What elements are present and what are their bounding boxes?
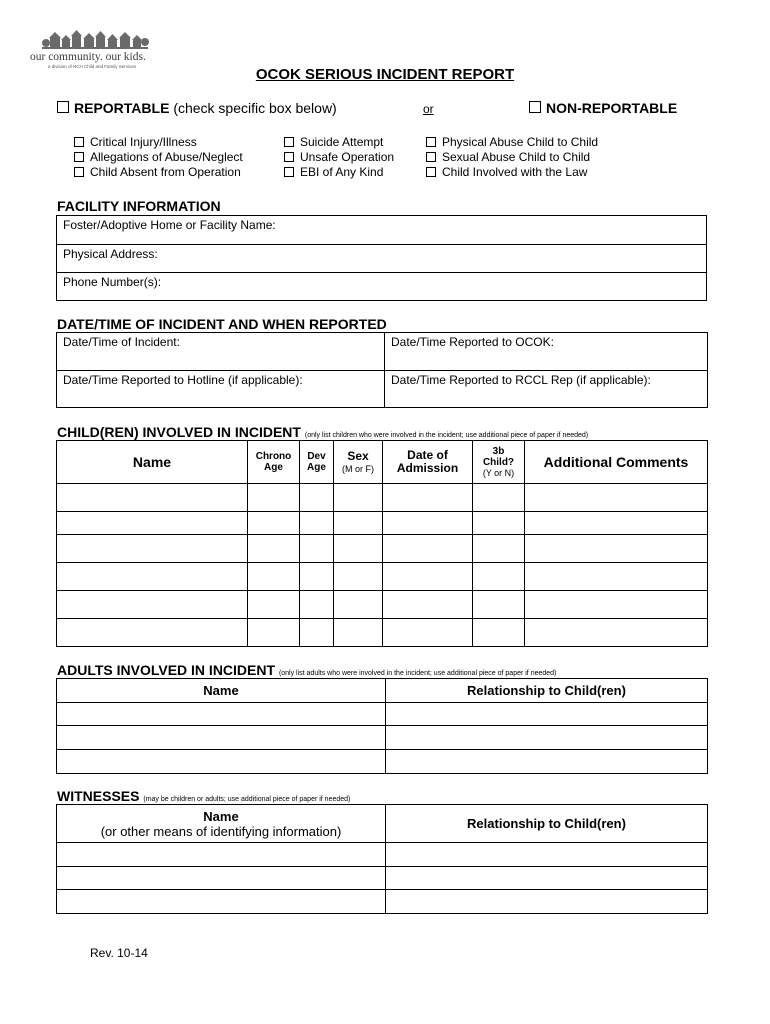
witnesses-heading-text: WITNESSES <box>57 788 140 804</box>
allegations-checkbox[interactable] <box>74 152 84 162</box>
checklist-item <box>74 135 243 150</box>
witnesses-col-name: Name (or other means of identifying information) <box>57 805 386 843</box>
col-chrono-age: Chrono Age <box>248 441 300 484</box>
facility-table <box>56 215 707 301</box>
table-row <box>57 563 708 591</box>
witnesses-heading <box>57 788 350 804</box>
children-note: (only list children who were involved in the incident; use additional piece of paper if needed) <box>304 432 589 439</box>
checklist-col3 <box>426 135 598 180</box>
checklist-label: Critical Injury/Illness <box>90 135 197 149</box>
reported-ocok-field[interactable]: Date/Time Reported to OCOK: <box>385 333 708 371</box>
checklist-item <box>426 165 598 180</box>
adults-col-name: Name <box>57 679 386 703</box>
reportable-option <box>57 100 337 116</box>
checklist-item <box>284 165 394 180</box>
checklist-label: Child Involved with the Law <box>442 165 588 179</box>
non-reportable-checkbox[interactable] <box>529 101 541 113</box>
adults-note: (only list adults who were involved in the incident; use additional piece of paper if needed) <box>278 670 557 677</box>
critical-injury-checkbox[interactable] <box>74 137 84 147</box>
reportable-label: REPORTABLE <box>74 100 170 116</box>
reported-hotline-field[interactable]: Date/Time Reported to Hotline (if applicable): <box>57 371 385 408</box>
logo-text: our community. our kids. <box>30 51 146 63</box>
or-label: or <box>423 102 434 116</box>
col-date-admission: Date of Admission <box>383 441 473 484</box>
col-name: Name <box>57 441 248 484</box>
children-heading-text: CHILD(REN) INVOLVED IN INCIDENT <box>57 424 301 440</box>
checklist-item <box>426 150 598 165</box>
adults-col-relationship: Relationship to Child(ren) <box>386 679 708 703</box>
checklist-item <box>74 150 243 165</box>
checklist-item <box>426 135 598 150</box>
physical-abuse-checkbox[interactable] <box>426 137 436 147</box>
table-row <box>57 890 708 914</box>
col-comments: Additional Comments <box>525 441 708 484</box>
checklist-label: EBI of Any Kind <box>300 165 384 179</box>
table-row <box>57 703 708 726</box>
physical-address-field[interactable]: Physical Address: <box>57 245 707 273</box>
logo-subtext: a division of NCH Child and Family Services <box>48 64 137 69</box>
checklist-label: Sexual Abuse Child to Child <box>442 150 591 164</box>
table-row <box>57 512 708 535</box>
checklist-item <box>284 135 394 150</box>
children-table <box>56 440 708 647</box>
datetime-table <box>56 332 708 408</box>
table-row <box>57 591 708 619</box>
col-dev-age: Dev Age <box>300 441 334 484</box>
datetime-heading: DATE/TIME OF INCIDENT AND WHEN REPORTED <box>57 316 387 332</box>
child-absent-checkbox[interactable] <box>74 167 84 177</box>
col-3b-child: 3b Child? (Y or N) <box>473 441 525 484</box>
adults-heading-text: ADULTS INVOLVED IN INCIDENT <box>57 662 276 678</box>
checklist-item <box>284 150 394 165</box>
ebi-checkbox[interactable] <box>284 167 294 177</box>
page-title: OCOK SERIOUS INCIDENT REPORT <box>255 66 515 83</box>
witnesses-note: (may be children or adults; use additional piece of paper if needed) <box>143 796 351 803</box>
non-reportable-option <box>529 100 677 116</box>
suicide-attempt-checkbox[interactable] <box>284 137 294 147</box>
checklist-label: Allegations of Abuse/Neglect <box>90 150 243 164</box>
revision-label: Rev. 10-14 <box>90 946 148 960</box>
houses-logo-icon <box>28 28 168 52</box>
witnesses-col-relationship: Relationship to Child(ren) <box>386 805 708 843</box>
reportable-note: (check specific box below) <box>173 100 337 116</box>
adults-table <box>56 678 708 774</box>
reported-rccl-field[interactable]: Date/Time Reported to RCCL Rep (if applicable): <box>385 371 708 408</box>
phone-number-field[interactable]: Phone Number(s): <box>57 273 707 301</box>
children-heading <box>57 424 588 440</box>
non-reportable-label: NON-REPORTABLE <box>546 100 678 116</box>
checklist-col2 <box>284 135 394 180</box>
checklist-label: Unsafe Operation <box>300 150 395 164</box>
table-row <box>57 726 708 750</box>
facility-name-field[interactable]: Foster/Adoptive Home or Facility Name: <box>57 216 707 245</box>
checklist-item <box>74 165 243 180</box>
witnesses-table <box>56 804 708 914</box>
table-row <box>57 843 708 867</box>
checklist-label: Child Absent from Operation <box>90 165 241 179</box>
table-row <box>57 750 708 774</box>
child-law-checkbox[interactable] <box>426 167 436 177</box>
checklist-label: Suicide Attempt <box>300 135 384 149</box>
unsafe-operation-checkbox[interactable] <box>284 152 294 162</box>
adults-heading <box>57 662 556 678</box>
incident-datetime-field[interactable]: Date/Time of Incident: <box>57 333 385 371</box>
table-row <box>57 867 708 890</box>
facility-heading: FACILITY INFORMATION <box>57 198 221 214</box>
checklist-col1 <box>74 135 243 180</box>
sexual-abuse-checkbox[interactable] <box>426 152 436 162</box>
table-row <box>57 619 708 647</box>
reportable-checkbox[interactable] <box>57 101 69 113</box>
checklist-label: Physical Abuse Child to Child <box>442 135 599 149</box>
table-row <box>57 484 708 512</box>
table-row <box>57 535 708 563</box>
col-sex: Sex (M or F) <box>334 441 383 484</box>
